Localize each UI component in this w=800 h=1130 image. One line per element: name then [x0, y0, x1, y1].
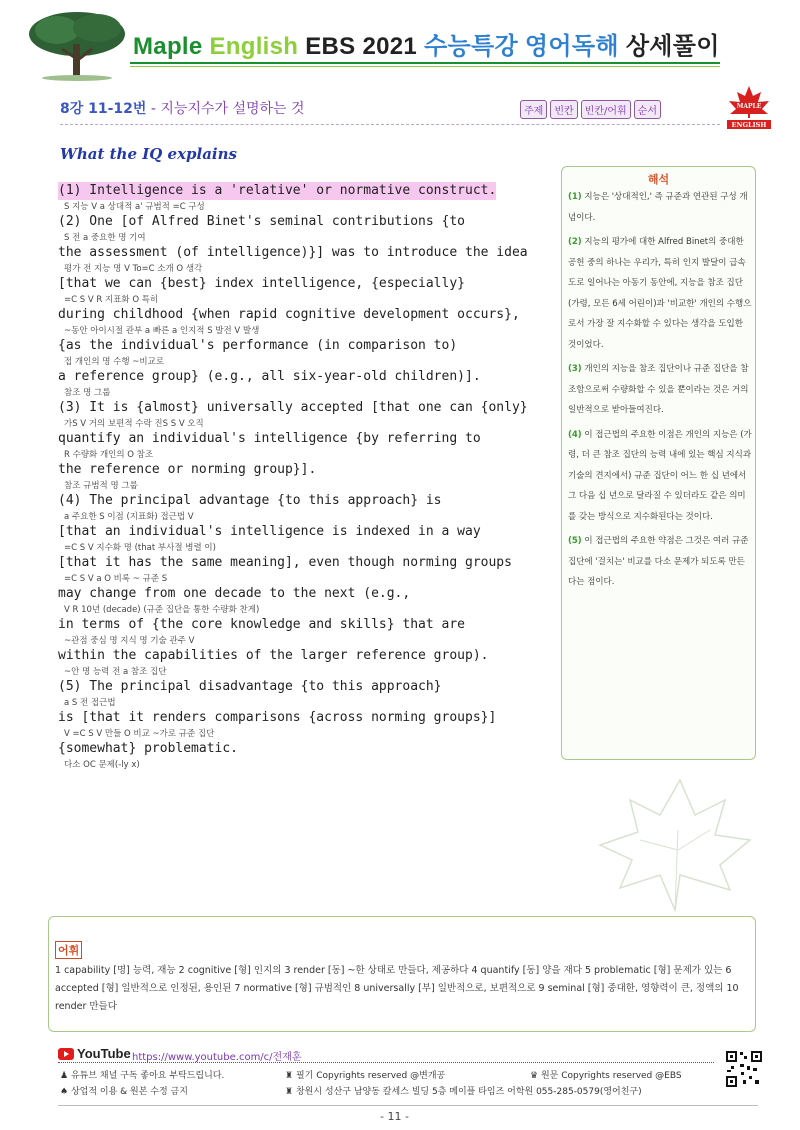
gloss-text: 다소 OC 문제(-ly x) — [64, 760, 140, 770]
vocabulary-text: 1 capability [명] 능력, 재능 2 cognitive [형] 인지의 3 render [동] ~한 상태로 만들다, 제공하다 4 quantify [동] 양을 재다 5 problematic [형] 문제가 있는 6 accepted [형] 일반적으로 인정된, 용인된 7 normative [형] 규범적인 8 universally [부] 일반적으로, 보편적으로 9 seminal [형] 중대한, 영향력이 큰, 정액의 10 render 만들다 — [55, 965, 739, 1012]
translation-paragraph — [568, 531, 752, 593]
footer-text: 상업적 이용 & 원본 수정 금지 — [70, 1087, 188, 1097]
tag-item: 순서 — [634, 100, 661, 119]
gloss-text: S 전 a 중요한 명 기여 — [64, 233, 146, 243]
section-divider — [60, 124, 720, 125]
spade-icon: ♠ — [60, 1087, 69, 1097]
gloss-text: ~동안 아이시절 관부 a 빠른 a 인지적 S 발전 V 발생 — [64, 326, 260, 336]
brand-book: 수능특강 영어독해 — [424, 33, 619, 60]
youtube-label: YouTube — [77, 1046, 131, 1061]
footer-text: 창원시 성산구 남양동 칼세스 빌딩 5층 메이플 타임즈 어학원 055-285-0579(영어친구) — [295, 1087, 642, 1097]
passage-line — [58, 709, 558, 740]
passage-line — [58, 461, 558, 492]
translation-paragraph — [568, 425, 752, 528]
passage — [58, 182, 558, 771]
translation-box — [561, 166, 756, 760]
paragraph-number: (5) — [568, 536, 582, 546]
passage-line — [58, 585, 558, 616]
passage-line — [58, 678, 558, 709]
lesson-heading — [60, 98, 305, 118]
passage-line — [58, 306, 558, 337]
logo-top-text: MAPLE — [736, 103, 762, 110]
gloss-text: V =C S V 만들 O 비교 ~가로 규준 집단 — [64, 729, 215, 739]
passage-line — [58, 399, 558, 430]
tag-item: 주제 — [520, 100, 547, 119]
paragraph-number: (1) — [568, 192, 582, 202]
paragraph-number: (3) — [568, 364, 582, 374]
vocabulary-title: 어휘 — [55, 941, 82, 959]
header-title — [133, 26, 720, 61]
passage-line — [58, 337, 558, 368]
crown-icon: ♛ — [530, 1071, 539, 1081]
header-divider — [130, 62, 720, 64]
brand-maple: Maple — [133, 33, 203, 60]
passage-line — [58, 616, 558, 647]
person-icon: ♟ — [60, 1071, 69, 1081]
gloss-text: 참조 명 그룹 — [64, 388, 111, 398]
footer-divider — [58, 1062, 714, 1063]
gloss-text: a S 전 접근법 — [64, 698, 116, 708]
paragraph-text: 이 접근법의 주요한 약점은 그것은 여러 규준 집단에 '걸치는' 비교를 다소 문제가 되도록 만든다는 점이다. — [568, 536, 749, 587]
sentence-text: within the capabilities of the larger reference group). — [58, 648, 489, 663]
translation-paragraph — [568, 232, 752, 355]
pin-icon: ♜ — [285, 1071, 294, 1081]
page-divider — [58, 1105, 758, 1106]
translation-body — [568, 187, 752, 597]
gloss-text: 참조 규범적 명 그룹 — [64, 481, 138, 491]
sentence-text: the assessment (of intelligence)}] was to introduce the idea — [58, 245, 528, 260]
gloss-text: ~안 명 능력 전 a 참조 집단 — [64, 667, 167, 677]
brand-english: English — [209, 33, 299, 60]
tree-logo-icon — [22, 4, 132, 84]
gloss-text: ~관점 중심 명 지식 명 기술 관주 V — [64, 636, 195, 646]
vocabulary-box — [48, 916, 756, 1032]
passage-title: What the IQ explains — [60, 145, 237, 163]
header-divider-thin — [130, 66, 720, 67]
paragraph-text: 이 접근법의 주요한 이점은 개인의 지능은 (가령, 더 큰 참조 집단의 능력 내에 있는 핵심 지식과 기술의 견지에서) 규준 집단이 어느 한 십 년에서 그 다음 십 년으로 달라질 수 있더라도 같은 의미를 갖는 방식으로 지수화된다는 것이다. — [568, 429, 752, 522]
sentence-text: (3) It is {almost} universally accepted [that one can {only} — [58, 400, 528, 415]
page-header — [0, 0, 800, 80]
gloss-text: V R 10년 (decade) (규준 집단을 통한 수량화 찬게) — [64, 605, 260, 615]
gloss-text: 가S V 거의 보편적 수락 진S S V 오직 — [64, 419, 204, 429]
tag-item: 빈칸/어휘 — [581, 100, 631, 119]
sentence-text: (2) One [of Alfred Binet's seminal contributions {to — [58, 214, 465, 229]
sentence-text: [that it has the same meaning], even though norming groups — [58, 555, 512, 570]
translation-paragraph — [568, 359, 752, 421]
passage-line — [58, 647, 558, 678]
passage-line — [58, 492, 558, 523]
passage-line — [58, 740, 558, 771]
lesson-number: 8강 11-12번 — [60, 101, 147, 117]
paragraph-text: 지능의 평가에 대한 Alfred Binet의 중대한 공헌 중의 하나는 우리가, 특히 인지 발달이 급속도로 일어나는 아동기 동안에, 지능을 참조 집단(가령, 모든 6세 어린이)과 '비교한' 개인의 수행으로서 가장 잘 지수화할 수 있다는 생각을 도입한 것이었다. — [568, 237, 752, 350]
passage-line — [58, 275, 558, 306]
sentence-text: [that an individual's intelligence is indexed in a way — [58, 524, 481, 539]
gloss-text: =C S V R 지표화 O 특히 — [64, 295, 159, 305]
gloss-text: 접 개인의 명 수행 ~비교로 — [64, 357, 165, 367]
paragraph-number: (2) — [568, 237, 582, 247]
passage-line — [58, 182, 558, 213]
passage-line — [58, 213, 558, 244]
location-icon: ♜ — [285, 1087, 294, 1097]
sentence-text: during childhood {when rapid cognitive development occurs}, — [58, 307, 520, 322]
translation-paragraph — [568, 187, 752, 228]
footer-subscribe-text — [60, 1068, 224, 1081]
passage-line — [58, 430, 558, 461]
passage-line — [58, 368, 558, 399]
passage-line — [58, 244, 558, 275]
sentence-text: {as the individual's performance (in comparison to) — [58, 338, 458, 353]
sentence-text: in terms of {the core knowledge and skills} that are — [58, 617, 465, 632]
footer-text: 유튜브 채널 구독 좋아요 부탁드립니다. — [70, 1071, 225, 1081]
paragraph-text: 개인의 지능을 참조 집단이나 규준 집단을 참조함으로써 수량화할 수 있을 뿐이라는 것은 거의 일반적으로 받아들여진다. — [568, 364, 749, 415]
sentence-text: a reference group} (e.g., all six-year-old children)]. — [58, 369, 481, 384]
sentence-text: (5) The principal disadvantage {to this approach} — [58, 679, 442, 694]
footer-text: 필기 Copyrights reserved @변개공 — [295, 1071, 446, 1081]
sentence-text: may change from one decade to the next (e.g., — [58, 586, 411, 601]
maple-leaf-logo-icon — [724, 84, 774, 132]
leaf-watermark-icon — [560, 770, 760, 920]
sentence-text: is [that it renders comparisons {across norming groups}] — [58, 710, 497, 725]
sentence-text: {somewhat} problematic. — [58, 741, 239, 756]
sentence-text: (4) The principal advantage {to this approach} is — [58, 493, 442, 508]
logo-bottom-text: ENGLISH — [731, 121, 767, 129]
gloss-text: =C S V a O 비록 ~ 규준 S — [64, 574, 168, 584]
footer-usage-text — [60, 1084, 188, 1097]
sentence-text: (1) Intelligence is a 'relative' or normative construct. — [58, 183, 497, 198]
footer-copyright-notes — [285, 1068, 445, 1081]
gloss-text: S 지능 V a 상대적 a' 규범적 =C 구성 — [64, 202, 205, 212]
lesson-title: - 지능지수가 설명하는 것 — [150, 101, 305, 117]
question-type-tags — [520, 100, 661, 119]
paragraph-number: (4) — [568, 429, 582, 440]
passage-line — [58, 523, 558, 554]
channel-url-link[interactable]: https://www.youtube.com/c/전재훈 — [132, 1052, 302, 1063]
gloss-text: R 수량화 개인의 O 참조 — [64, 450, 154, 460]
brand-ebs: EBS 2021 — [305, 33, 418, 60]
translation-title: 해석 — [647, 173, 670, 186]
footer-text: 원문 Copyrights reserved @EBS — [540, 1071, 682, 1081]
passage-line — [58, 554, 558, 585]
youtube-link[interactable] — [58, 1046, 131, 1061]
page-number: - 11 - — [380, 1110, 409, 1123]
sentence-text: quantify an individual's intelligence {by referring to — [58, 431, 481, 446]
gloss-text: 평가 전 지능 명 V To=C 소개 O 생각 — [64, 264, 203, 274]
sentence-text: [that we can {best} index intelligence, {especially} — [58, 276, 465, 291]
youtube-icon — [58, 1048, 74, 1060]
paragraph-text: 지능은 '상대적인,' 즉 규준과 연관된 구성 개념이다. — [568, 192, 748, 223]
gloss-text: =C S V 지수화 명 (that 부사절 병렬 이) — [64, 543, 216, 553]
sentence-text: the reference or norming group}]. — [58, 462, 317, 477]
brand-detail: 상세풀이 — [625, 33, 720, 60]
tag-item: 빈칸 — [550, 100, 577, 119]
footer-address — [285, 1084, 642, 1097]
gloss-text: a 주요한 S 이점 (지표화) 접근법 V — [64, 512, 194, 522]
qr-code-icon[interactable] — [725, 1050, 763, 1088]
footer-copyright-source — [530, 1068, 682, 1081]
